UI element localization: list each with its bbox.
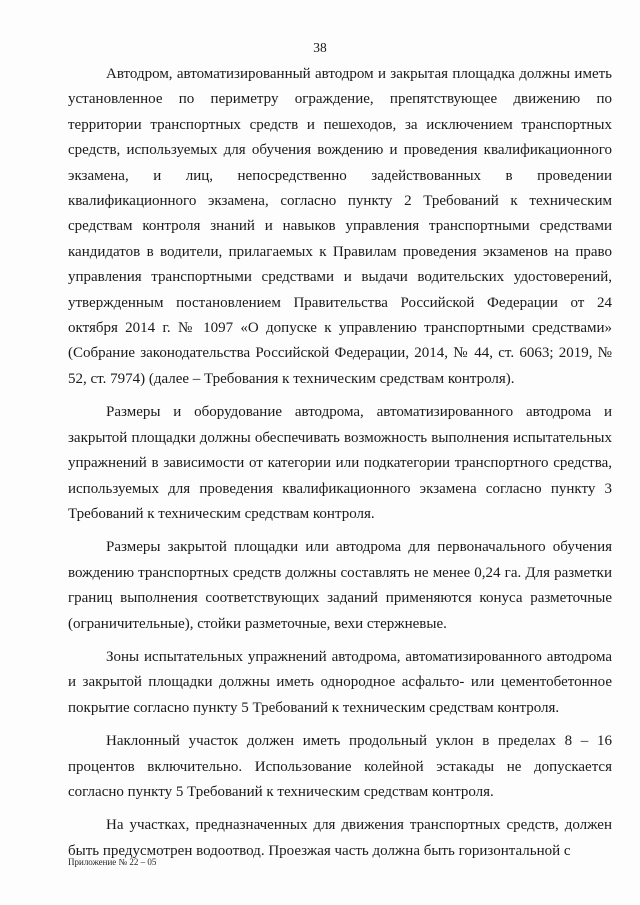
document-body	[68, 62, 612, 864]
page-number: 38	[313, 40, 327, 55]
paragraph-5: Наклонный участок должен иметь продольный уклон в пределах 8 – 16 процентов включительно. Использование колейной эстакады не допускается согласно пункту 5 Требований к техническим средствам контроля.	[68, 733, 612, 800]
paragraph-6: На участках, предназначенных для движения транспортных средств, должен быть предусмотрен водоотвод. Проезжая часть должна быть горизонтальной с	[68, 817, 612, 859]
page-footer: Приложение № 22 – 05	[68, 857, 157, 867]
paragraph-3: Размеры закрытой площадки или автодрома для первоначального обучения вождению транспортных средств должны составлять не менее 0,24 га. Для разметки границ выполнения соответствующих заданий применяются конуса разметочные (ограничительные), стойки разметочные, вехи стержневые.	[68, 539, 612, 632]
paragraph-1: Автодром, автоматизированный автодром и закрытая площадка должны иметь установленное по периметру ограждение, препятствующее движению по территории транспортных средств и пешеходов, за исключением транспортных средств, используемых для обучения вождению и проведения квалификационного экзамена, и лиц, непосредственно задействованных в проведении квалификационного экзамена, согласно пункту 2 Требований к техническим средствам контроля знаний и навыков управления транспортными средствами кандидатов в водители, прилагаемых к Правилам проведения экзаменов на право управления транспортными средствами и выдачи водительских удостоверений, утвержденным постановлением Правительства Российской Федерации от 24 октября 2014 г. № 1097 «О допуске к управлению транспортными средствами» (Собрание законодательства Российской Федерации, 2014, № 44, ст. 6063; 2019, № 52, ст. 7974) (далее – Требования к техническим средствам контроля).	[68, 66, 612, 387]
paragraph-2: Размеры и оборудование автодрома, автоматизированного автодрома и закрытой площадки должны обеспечивать возможность выполнения испытательных упражнений в зависимости от категории или подкатегории транспортного средства, используемых для проведения квалификационного экзамена согласно пункту 3 Требований к техническим средствам контроля.	[68, 404, 612, 522]
paragraph-4: Зоны испытательных упражнений автодрома, автоматизированного автодрома и закрытой площадки должны иметь однородное асфальто- или цементобетонное покрытие согласно пункту 5 Требований к техническим средствам контроля.	[68, 648, 612, 716]
